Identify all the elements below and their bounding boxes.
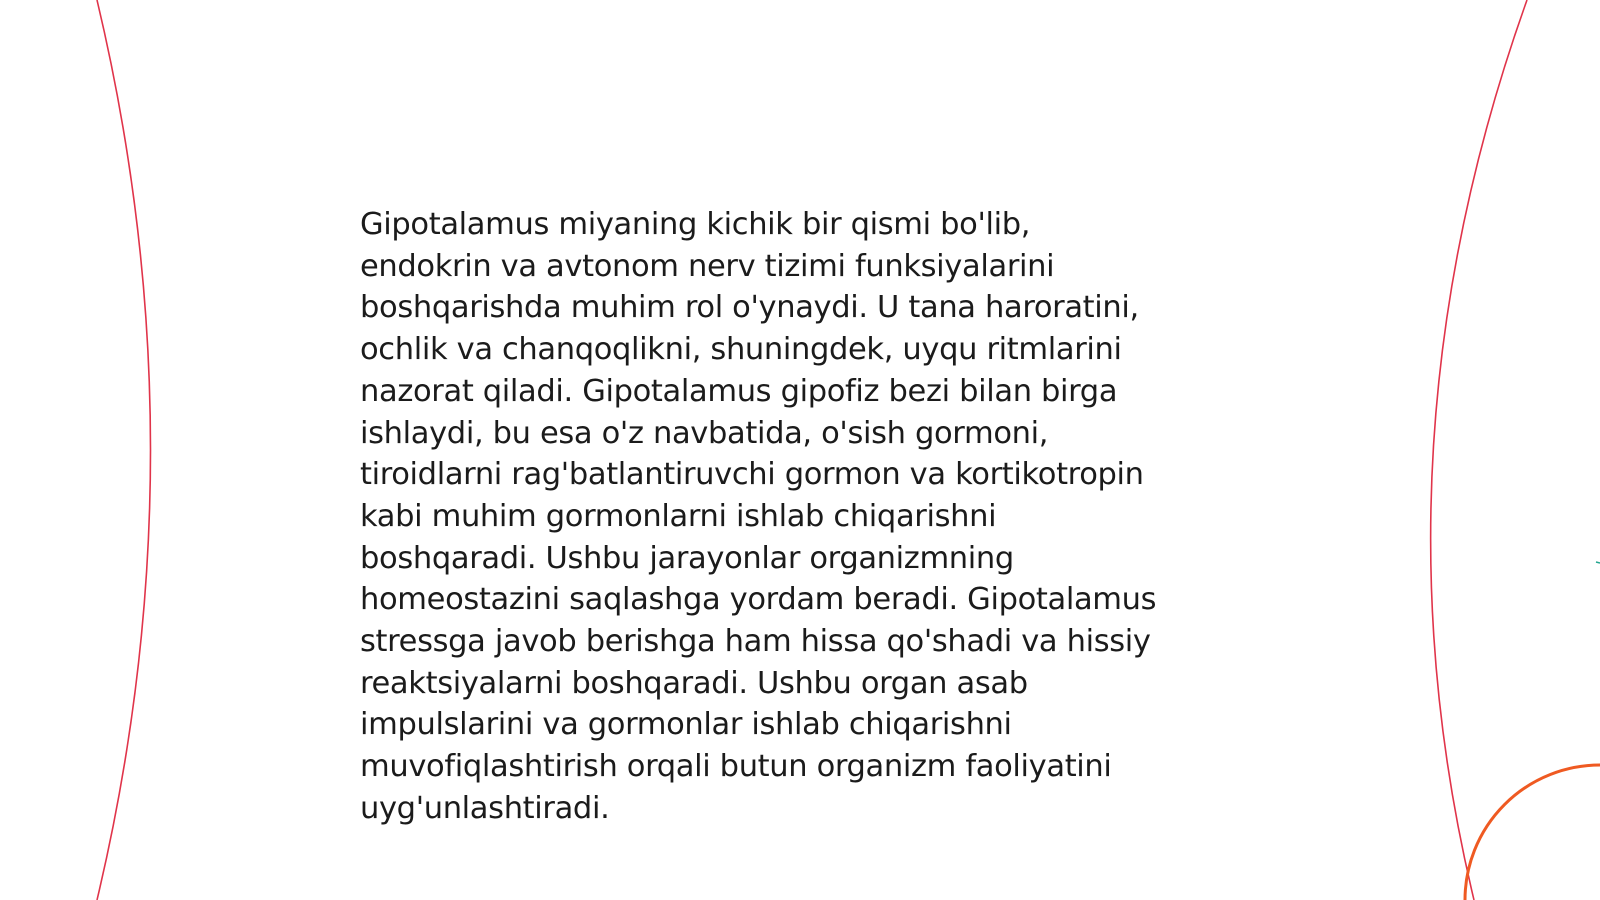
accent-circle — [1465, 765, 1600, 900]
right-arc — [1431, 0, 1527, 900]
left-arc — [97, 0, 151, 900]
body-paragraph: Gipotalamus miyaning kichik bir qismi bo'lib, endokrin va avtonom nerv tizimi funksiyalarini boshqarishda muhim rol o'ynaydi. U tana haroratini, ochlik va chanqoqlikni, shuningdek, uyqu ritmlarini nazorat qiladi. Gipotalamus gipofiz bezi bilan birga ishlaydi, bu esa o'z navbatida, o'sish gormoni, tiroidlarni rag'batlantiruvchi gormon va kortikotropin kabi muhim gormonlarni ishlab chiqarishni boshqaradi. Ushbu jarayonlar organizmning homeostazini saqlashga yordam beradi. Gipotalamus stressga javob berishga ham hissa qo'shadi va hissiy reaktsiyalarni boshqaradi. Ushbu organ asab impulslarini va gormonlar ishlab chiqarishni muvofiqlashtirish orqali butun organizm faoliyatini uyg'unlashtiradi. — [360, 207, 1157, 826]
small-accent-mark — [1596, 562, 1600, 563]
